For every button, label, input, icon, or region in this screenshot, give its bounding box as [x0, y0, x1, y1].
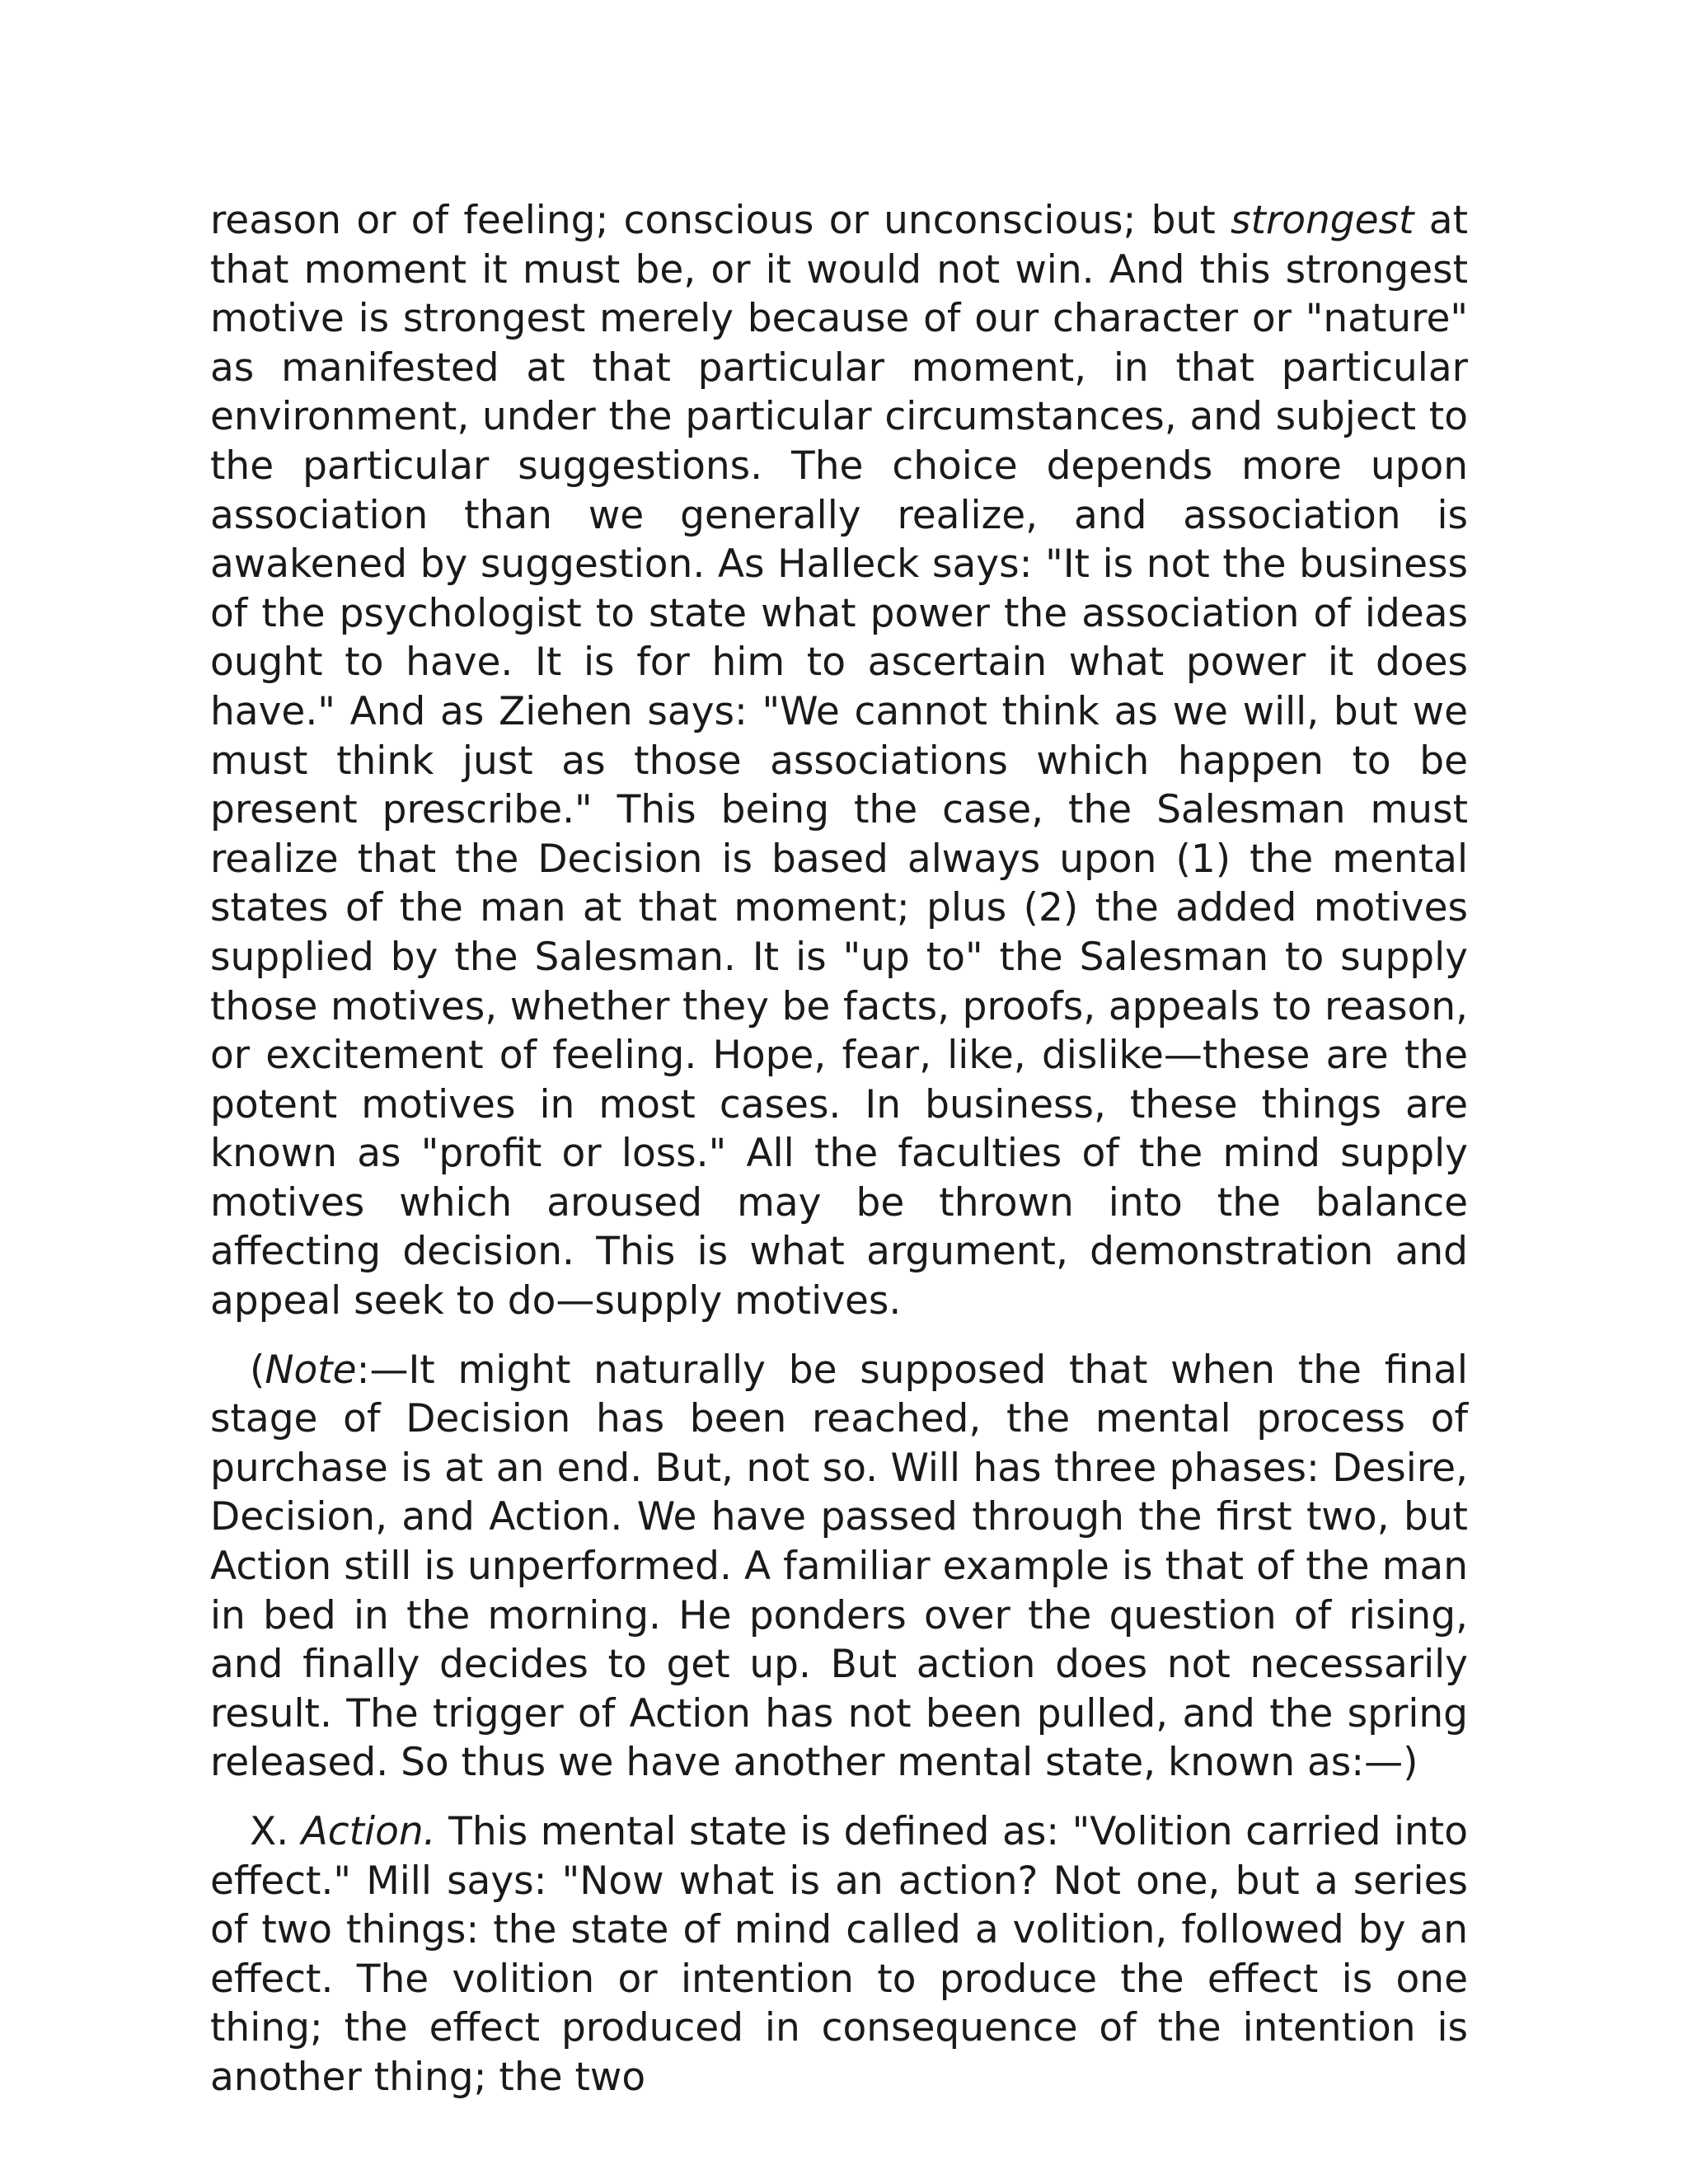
paragraph-1 — [210, 196, 1468, 1326]
paragraph-1-text-b: at that moment it must be, or it would not win. And this strongest motive is strongest merely because of our character or "nature" as manifested at that particular moment, in that particular environment, under the particular circumstances, and subject to the particular suggestions. The choice depends more upon association than we generally realize, and association is awakened by suggestion. As Halleck says: "It is not the business of the psychologist to state what power the association of ideas ought to have. It is for him to ascertain what power it does have." And as Ziehen says: "We cannot think as we will, but we must think just as those associations which happen to be present prescribe." This being the case, the Salesman must realize that the Decision is based always upon (1) the mental states of the man at that moment; plus (2) the added motives supplied by the Salesman. It is "up to" the Salesman to supply those motives, whether they be facts, proofs, appeals to reason, or excitement of feeling. Hope, fear, like, dislike—these are the potent motives in most cases. In business, these things are known as "profit or loss." All the faculties of the mind supply motives which aroused may be thrown into the balance affecting decision. This is what argument, demonstration and appeal seek to do—supply motives. — [210, 198, 1469, 1324]
paragraph-3-text-a: X. — [250, 1809, 302, 1854]
paragraph-2-text-a: ( — [250, 1347, 265, 1393]
paragraph-1-emphasis: strongest — [1231, 198, 1414, 243]
paragraph-2-note — [210, 1346, 1468, 1788]
paragraph-3-action — [210, 1807, 1468, 2102]
document-page — [210, 196, 1468, 2102]
paragraph-3-emphasis: Action. — [301, 1809, 436, 1854]
paragraph-3-text-b: This mental state is defined as: "Volition carried into effect." Mill says: "Now what is an action? Not one, but a series of two things: the state of mind called a volition, followed by an effect. The volition or intention to produce the effect is one thing; the effect produced in consequence of the intention is another thing; the two — [210, 1809, 1468, 2100]
paragraph-1-text-a: reason or of feeling; conscious or unconscious; but — [210, 198, 1231, 243]
paragraph-2-emphasis: Note — [265, 1347, 357, 1393]
paragraph-2-text-b: :—It might naturally be supposed that when the final stage of Decision has been reached, the mental process of purchase is at an end. But, not so. Will has three phases: Desire, Decision, and Action. We have passed through the first two, but Action still is unperformed. A familiar example is that of the man in bed in the morning. He ponders over the question of rising, and finally decides to get up. But action does not necessarily result. The trigger of Action has not been pulled, and the spring released. So thus we have another mental state, known as:—) — [210, 1347, 1468, 1786]
